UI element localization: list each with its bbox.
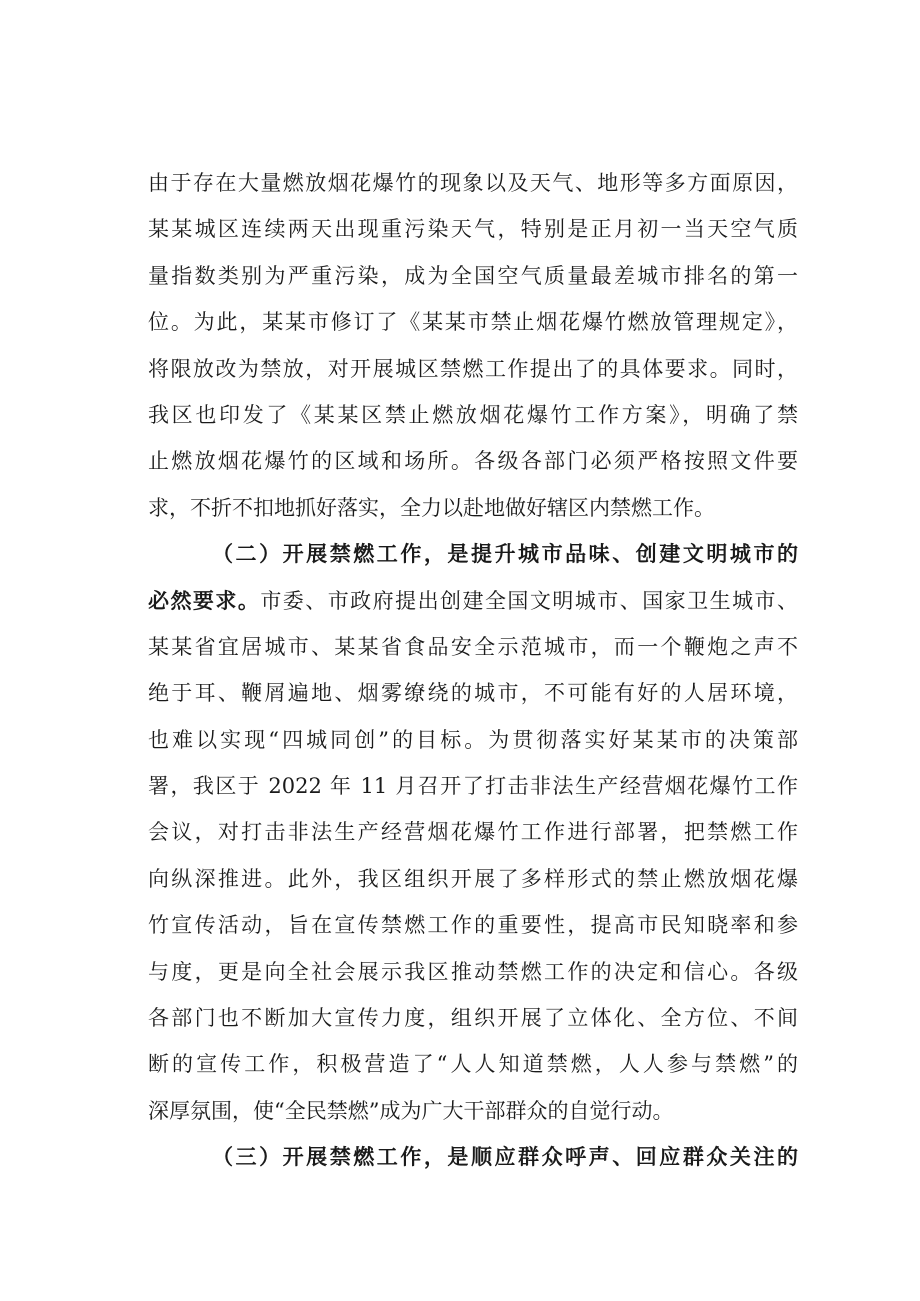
bold-text-segment: （二）开展禁燃工作，是提升城市品味、创建文明城市的 xyxy=(212,541,798,567)
text-line xyxy=(148,485,798,531)
text-line xyxy=(148,670,798,716)
text-segment: 位。为此，某某市修订了《某某市禁止烟花爆竹燃放管理规定》， xyxy=(148,310,798,335)
text-segment: 某某省宜居城市、某某省食品安全示范城市，而一个鞭炮之声不 xyxy=(148,634,798,659)
text-segment: 署，我区于 2022 年 11 月召开了打击非法生产经营烟花爆竹工作 xyxy=(148,774,798,799)
text-line xyxy=(148,206,798,252)
text-segment: 绝于耳、鞭屑遍地、烟雾缭绕的城市，不可能有好的人居环境， xyxy=(148,681,798,706)
text-segment: 向纵深推进。此外，我区组织开展了多样形式的禁止燃放烟花爆 xyxy=(148,866,798,891)
text-line xyxy=(148,1134,798,1180)
text-line xyxy=(148,578,798,624)
text-line xyxy=(148,856,798,902)
text-segment: 断的宣传工作，积极营造了“人人知道禁燃，人人参与禁燃”的 xyxy=(148,1052,798,1077)
bold-text-segment: 必然要求。 xyxy=(148,587,261,613)
text-segment: 量指数类别为严重污染，成为全国空气质量最差城市排名的第一 xyxy=(148,263,798,288)
text-segment: 竹宣传活动，旨在宣传禁燃工作的重要性，提高市民知晓率和参 xyxy=(148,913,798,938)
text-line xyxy=(148,717,798,763)
text-segment: 求，不折不扣地抓好落实，全力以赴地做好辖区内禁燃工作。 xyxy=(148,495,715,520)
text-segment: 止燃放烟花爆竹的区域和场所。各级各部门必须严格按照文件要 xyxy=(148,449,798,474)
text-line xyxy=(148,949,798,995)
text-segment: 深厚氛围，使“全民禁燃”成为广大干部群众的自觉行动。 xyxy=(148,1098,674,1123)
text-segment: 各部门也不断加大宣传力度，组织开展了立体化、全方位、不间 xyxy=(148,1006,798,1031)
text-segment: 会议，对打击非法生产经营烟花爆竹工作进行部署，把禁燃工作 xyxy=(148,820,798,845)
text-line xyxy=(148,995,798,1041)
text-segment: 也难以实现“四城同创”的目标。为贯彻落实好某某市的决策部 xyxy=(148,727,798,752)
text-line xyxy=(148,1041,798,1087)
text-line xyxy=(148,253,798,299)
text-line xyxy=(148,392,798,438)
text-line xyxy=(148,299,798,345)
text-line xyxy=(148,346,798,392)
text-segment: 由于存在大量燃放烟花爆竹的现象以及天气、地形等多方面原因， xyxy=(148,171,798,195)
text-segment: 我区也印发了《某某区禁止燃放烟花爆竹工作方案》，明确了禁 xyxy=(148,402,798,427)
text-line xyxy=(148,902,798,948)
text-line xyxy=(148,624,798,670)
bold-text-segment: （三）开展禁燃工作，是顺应群众呼声、回应群众关注的 xyxy=(212,1144,798,1170)
text-line xyxy=(148,1088,798,1134)
text-segment: 与度，更是向全社会展示我区推动禁燃工作的决定和信心。各级 xyxy=(148,959,798,984)
text-segment: 将限放改为禁放，对开展城区禁燃工作提出了的具体要求。同时， xyxy=(148,356,798,381)
text-segment: 市委、市政府提出创建全国文明城市、国家卫生城市、 xyxy=(260,588,799,613)
text-line xyxy=(148,438,798,484)
text-segment: 某某城区连续两天出现重污染天气，特别是正月初一当天空气质 xyxy=(148,217,798,242)
text-line xyxy=(148,531,798,577)
text-line xyxy=(148,763,798,809)
document-body xyxy=(148,160,798,1181)
text-line xyxy=(148,809,798,855)
text-line xyxy=(148,160,798,206)
